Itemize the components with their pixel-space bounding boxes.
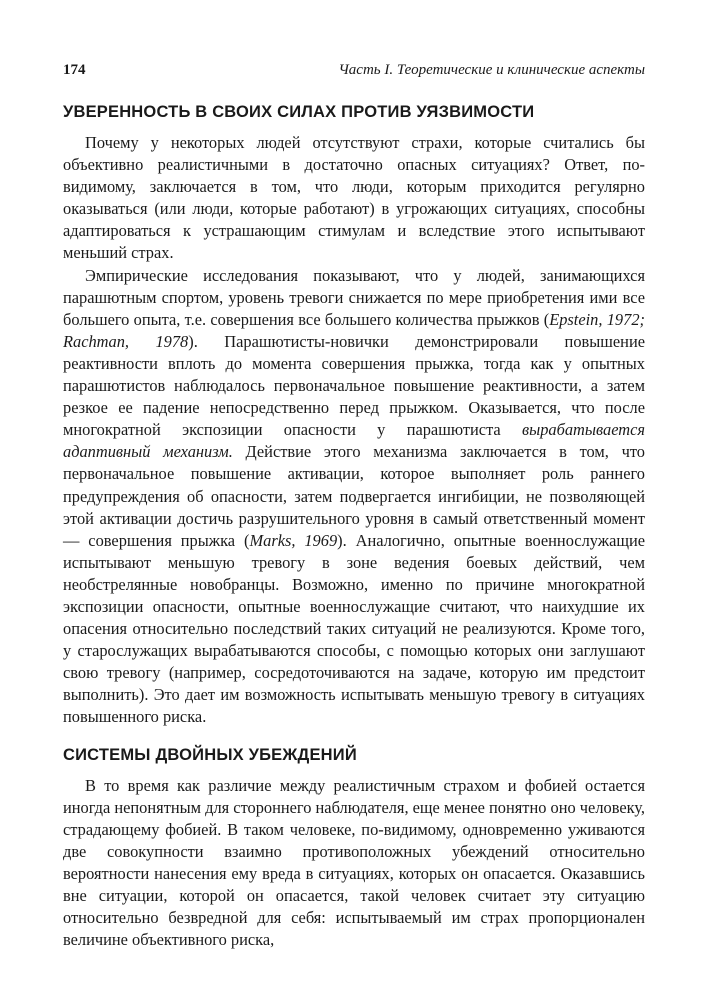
page-number: 174	[63, 62, 86, 78]
paragraph-1: Почему у некоторых людей отсутствуют страхи, которые считались бы объективно реалистичными в достаточно опасных ситуациях? Ответ, по-видимому, заключается в том, что люди, которым приходится регулярно оказываться (или люди, которые работают) в угрожающих ситуациях, способны адаптироваться к устрашающим стимулам и вследствие этого испытывают меньший страх.	[63, 133, 645, 263]
citation-marks: Marks, 1969	[249, 530, 338, 550]
paragraph-2-text-a: Эмпирические исследования показывают, что у людей, занимающихся парашютным спортом, уровень тревоги снижается по мере приобретения ими все большего опыта, т.е. совершения все большего количества прыжков (	[63, 265, 645, 329]
paragraph-2-text-b: ). Парашютисты-новички демонстрировали повышение реактивности вплоть до момента совершения прыжка, тогда как у опытных парашютистов наблюдалось первоначальное повышение реактивности, а затем резкое ее падение непосредственно перед прыжком. Оказывается, что после многократной экспозиции опасности у парашютиста	[63, 331, 645, 440]
citation-epstein-rachman: Epstein, 1972; Rachman, 1978	[63, 309, 645, 351]
paragraph-3: В то время как различие между реалистичным страхом и фобией остается иногда непонятным для стороннего наблюдателя, еще менее понятно оно человеку, страдающему фобией. В таком человеке, по-видимому, одновременно уживаются две совокупности взаимно противоположных убеждений относительно вероятности нанесения ему вреда в ситуациях, которых он опасается. Оказавшись вне ситуации, которой он опасается, такой человек считает эту ситуацию относительно безвредной для себя: испытываемый им страх пропорционален величине объективного риска,	[63, 775, 645, 950]
running-head	[63, 56, 645, 84]
section-heading-confidence: УВЕРЕННОСТЬ В СВОИХ СИЛАХ ПРОТИВ УЯЗВИМОСТИ	[63, 103, 535, 121]
section-heading-dual-beliefs: СИСТЕМЫ ДВОЙНЫХ УБЕЖДЕНИЙ	[63, 745, 357, 764]
paragraph-2-text-d: ). Аналогично, опытные военнослужащие испытывают меньшую тревогу в зоне ведения боевых действий, чем необстрелянные новобранцы. Возможно, именно по причине многократной экспозиции опасности, опытные военнослужащие считают, что наихудшие их опасения относительно последствий таких ситуаций не реализуются. Кроме того, у старослужащих вырабатываются способы, с помощью которых они заглушают свою тревогу (например, сосредоточиваются на задаче, которую им предстоит выполнить). Это дает им возможность испытывать меньшую тревогу в ситуациях повышенного риска.	[63, 530, 646, 727]
emphasis-adaptive-mechanism: вырабатывается адаптивный механизм.	[63, 420, 645, 462]
paragraph-2	[63, 265, 645, 729]
paragraph-2-text-c: Действие этого механизма заключается в том, что первоначальное повышение активации, которое выполняет роль раннего предупреждения об опасности, затем подвергается ингибиции, не позволяющей этой активации достичь разрушительного уровня в самый ответственный момент — совершения прыжка (	[63, 442, 645, 550]
running-title: Часть I. Теоретические и клинические аспекты	[338, 62, 645, 78]
book-page	[63, 56, 645, 951]
